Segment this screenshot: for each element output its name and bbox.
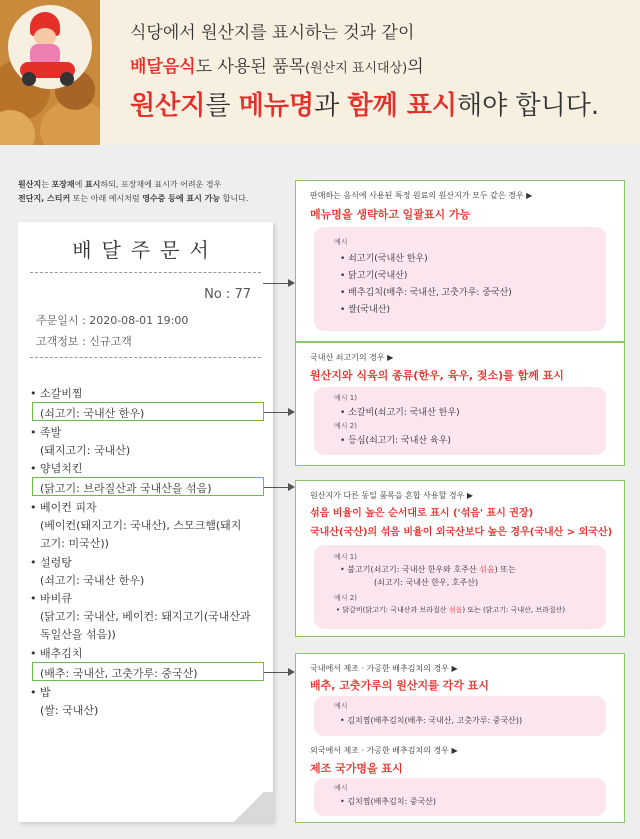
- receipt-item: • 베이컨 피자: [30, 501, 97, 514]
- delivery-receipt: [18, 222, 273, 822]
- box-headline: 메뉴명을 생략하고 일괄표시 가능: [310, 208, 471, 221]
- customer-info: 고객정보 : 신규고객: [36, 335, 132, 348]
- example-label: 예시: [334, 702, 348, 710]
- example-panel: [314, 227, 606, 331]
- info-box-mixed-origin: [295, 480, 625, 637]
- example-item: • 닭갈비(닭고기: 국내산과 브라질산 섞음) 또는 (닭고기: 국내산, 브라질산): [336, 606, 566, 614]
- receipt-item-origin: (닭고기: 국내산, 베이컨: 돼지고기(국내산과: [40, 610, 251, 623]
- example-item: • 배추김치(배추: 국내산, 고춧가루: 중국산): [340, 288, 512, 298]
- info-box-bulk-labeling: [295, 180, 625, 342]
- receipt-item-origin: 독일산을 섞음)): [40, 628, 116, 641]
- box-caption: 원산지가 다른 동일 품목을 혼합 사용할 경우 ▶: [310, 491, 474, 500]
- box-headline: 제조 국가명을 표시: [310, 762, 403, 775]
- order-number: No : 77: [204, 287, 251, 302]
- example-item: • 김치찜(배추김치(배추: 국내산, 고춧가루: 중국산)): [340, 716, 523, 725]
- connector-line: [264, 672, 289, 673]
- example-item: • 소갈비(쇠고기: 국내산 한우): [340, 408, 460, 418]
- box-headline: 배추, 고춧가루의 원산지를 각각 표시: [310, 679, 489, 692]
- example-label: 예시 2): [334, 422, 357, 430]
- example-item: • 등심(쇠고기: 국내산 육우): [340, 436, 451, 446]
- example-panel: [314, 696, 606, 736]
- box-headline: 국내산(국산)의 섞음 비율이 외국산보다 높은 경우(국내산 > 외국산): [310, 527, 613, 538]
- example-item: • 불고기(쇠고기: 국내산 한우와 호주산 섞음) 또는: [340, 565, 516, 574]
- example-panel: [314, 545, 606, 629]
- box-caption: 외국에서 제조 · 가공한 배추김치의 경우 ▶: [310, 746, 458, 755]
- box-headline: 섞음 비율이 높은 순서대로 표시 ('섞음' 표시 권장): [310, 508, 534, 519]
- box-headline: 원산지와 식육의 종류(한우, 육우, 젖소)를 함께 표시: [310, 369, 564, 382]
- connector-line: [263, 283, 289, 284]
- receipt-title: 배달주문서: [72, 238, 219, 262]
- arrow-right-icon: [288, 483, 295, 491]
- connector-line: [264, 487, 289, 488]
- example-panel: [314, 778, 606, 816]
- divider: [30, 272, 261, 273]
- receipt-item: • 양념치킨: [30, 462, 83, 475]
- header-banner: [0, 0, 640, 145]
- example-item: • 닭고기(국내산): [340, 271, 408, 281]
- receipt-item: • 바비큐: [30, 592, 72, 605]
- example-label: 예시: [334, 784, 348, 792]
- receipt-item-origin: (닭고기: 브라질산과 국내산을 섞음): [40, 482, 212, 495]
- scooter-wheel-icon: [60, 72, 74, 86]
- receipt-item: • 설렁탕: [30, 556, 72, 569]
- arrow-right-icon: [288, 279, 295, 287]
- example-item: • 김치찜(배추김치: 중국산): [340, 797, 437, 806]
- example-label: 예시 1): [334, 394, 357, 402]
- receipt-item: • 족발: [30, 426, 62, 439]
- example-item: • 쇠고기(국내산 한우): [340, 254, 428, 264]
- delivery-rider-illustration: [0, 0, 100, 145]
- connector-line: [264, 412, 289, 413]
- receipt-item-origin: (배추: 국내산, 고춧가루: 중국산): [40, 667, 198, 680]
- box-caption: 판매하는 음식에 사용된 특정 원료의 원산지가 모두 같은 경우 ▶: [310, 191, 533, 200]
- receipt-page-curl: [225, 792, 273, 822]
- arrow-right-icon: [288, 668, 295, 676]
- example-panel: [314, 387, 606, 455]
- example-label: 예시 1): [334, 553, 357, 561]
- header-line-2: 배달음식도 사용된 품목(원산지 표시대상)의: [130, 57, 424, 77]
- receipt-item-origin: (쇠고기: 국내산 한우): [40, 407, 145, 420]
- example-item-alt: (쇠고기: 국내산 한우, 호주산): [374, 578, 479, 587]
- box-caption: 국내산 쇠고기의 경우 ▶: [310, 353, 394, 362]
- receipt-item-origin: 고기: 미국산)): [40, 537, 109, 550]
- divider: [30, 357, 261, 358]
- example-label: 예시 2): [334, 594, 357, 602]
- header-line-3: 원산지를 메뉴명과 함께 표시해야 합니다.: [130, 91, 600, 121]
- receipt-item: • 배추김치: [30, 647, 83, 660]
- arrow-right-icon: [288, 408, 295, 416]
- example-label: 예시: [334, 238, 348, 246]
- example-item: • 쌀(국내산): [340, 305, 390, 315]
- intro-note: 원산지는 포장재에 표시하되, 포장재에 표시가 어려운 경우 전단지, 스티커 또는 아래 예시처럼 영수증 등에 표시 가능 합니다.: [18, 180, 249, 203]
- receipt-item-origin: (돼지고기: 국내산): [40, 444, 131, 457]
- receipt-item-origin: (베이컨(돼지고기: 국내산), 스모크햄(돼지: [40, 519, 242, 532]
- info-box-kimchi: [295, 653, 625, 823]
- receipt-item: • 소갈비찜: [30, 387, 83, 400]
- receipt-item-origin: (쌀: 국내산): [40, 704, 99, 717]
- receipt-item: • 밥: [30, 686, 51, 699]
- scooter-wheel-icon: [22, 72, 36, 86]
- order-datetime: 주문일시 : 2020-08-01 19:00: [36, 314, 189, 327]
- box-caption: 국내에서 제조 · 가공한 배추김치의 경우 ▶: [310, 664, 458, 673]
- header-line-1: 식당에서 원산지를 표시하는 것과 같이: [130, 23, 415, 43]
- receipt-item-origin: (쇠고기: 국내산 한우): [40, 574, 145, 587]
- info-box-beef: [295, 342, 625, 466]
